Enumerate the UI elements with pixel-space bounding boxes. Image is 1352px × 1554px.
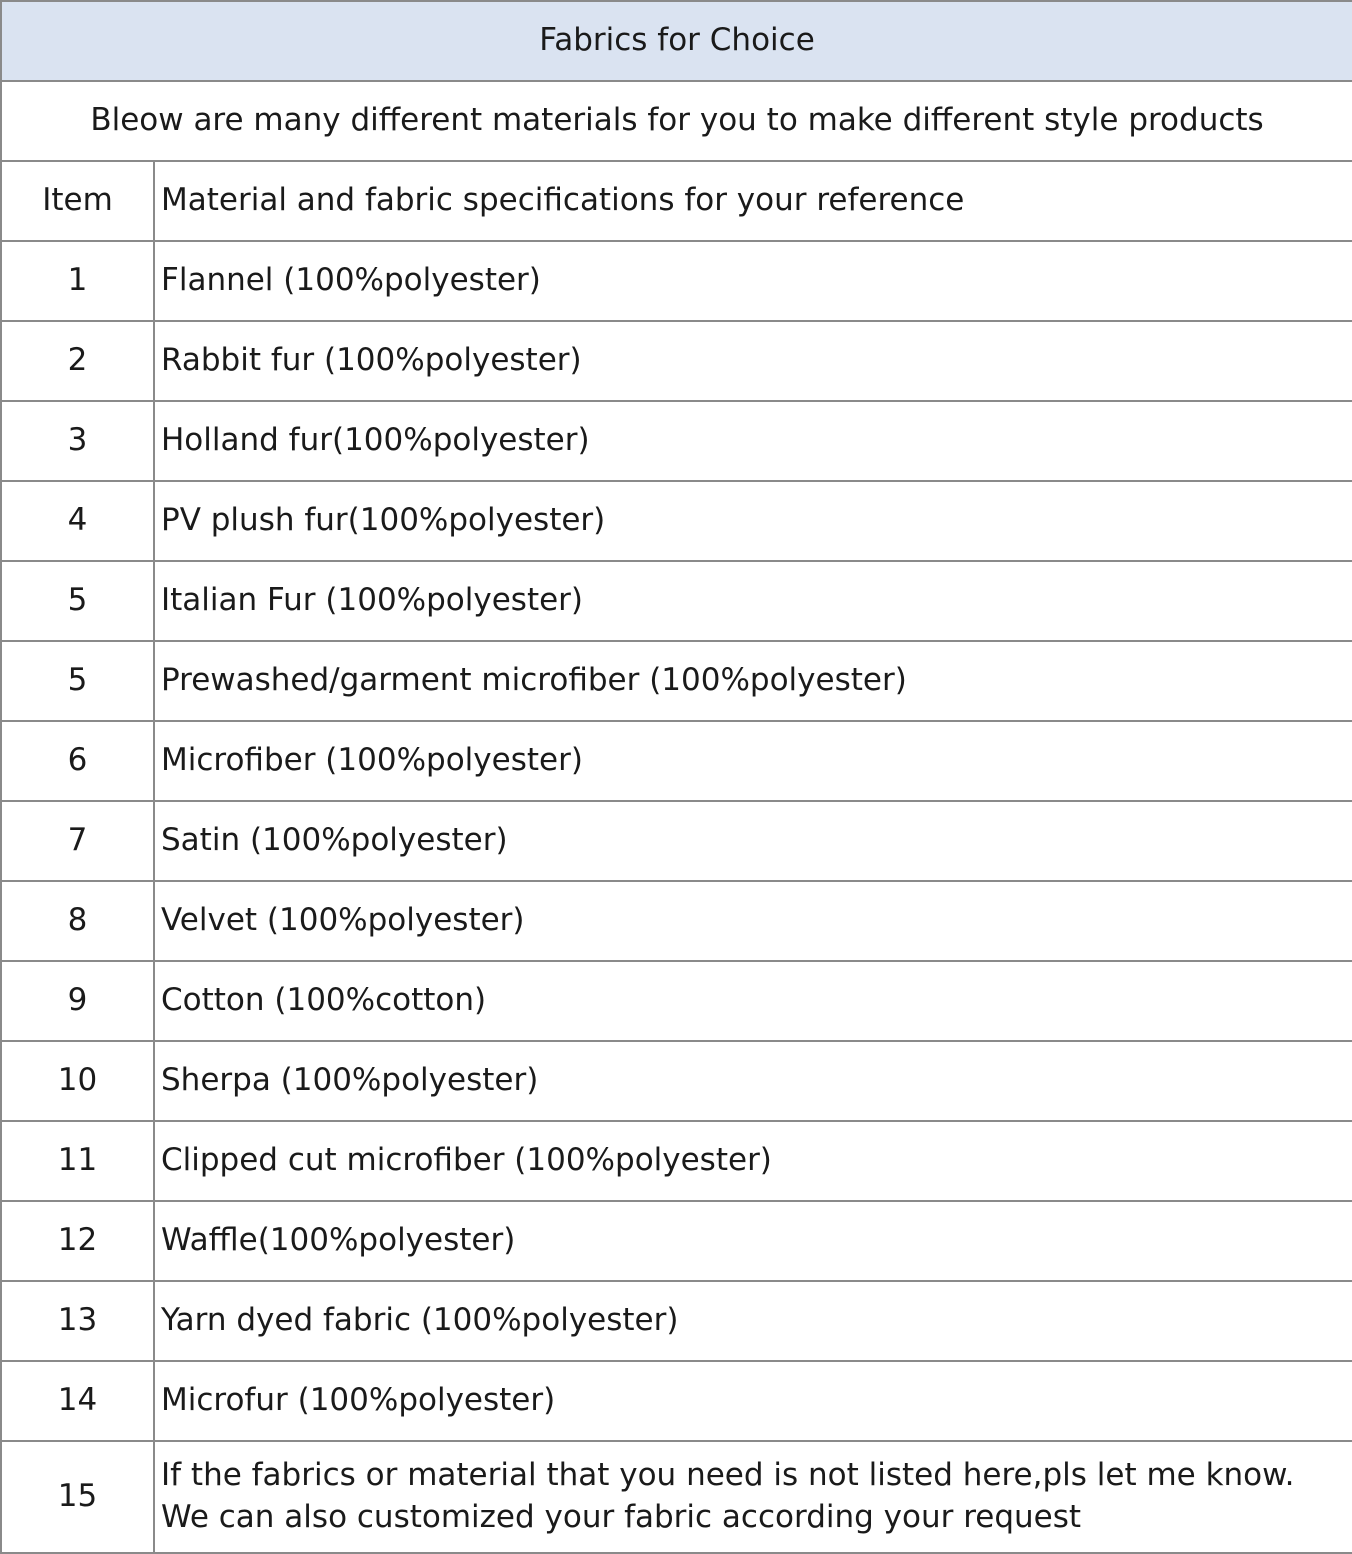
table-title: Fabrics for Choice — [1, 1, 1352, 81]
header-item: Item — [1, 161, 154, 241]
intro-row — [1, 81, 1352, 161]
item-number: 5 — [1, 641, 154, 721]
item-number: 13 — [1, 1281, 154, 1361]
item-number: 7 — [1, 801, 154, 881]
table-row — [1, 1201, 1352, 1281]
table-row — [1, 961, 1352, 1041]
fabric-spec: Velvet (100%polyester) — [154, 881, 1352, 961]
item-number: 12 — [1, 1201, 154, 1281]
note-line-2: We can also customized your fabric according your request — [161, 1499, 1082, 1535]
table-row — [1, 881, 1352, 961]
header-row — [1, 161, 1352, 241]
fabric-spec: Rabbit fur (100%polyester) — [154, 321, 1352, 401]
custom-request-note — [154, 1441, 1352, 1553]
item-number: 10 — [1, 1041, 154, 1121]
fabric-spec: Yarn dyed fabric (100%polyester) — [154, 1281, 1352, 1361]
fabric-spec: Clipped cut microfiber (100%polyester) — [154, 1121, 1352, 1201]
intro-text: Bleow are many different materials for you to make different style products — [1, 81, 1352, 161]
table-row — [1, 1121, 1352, 1201]
fabric-spec: Waffle(100%polyester) — [154, 1201, 1352, 1281]
table-row — [1, 721, 1352, 801]
fabric-spec: Satin (100%polyester) — [154, 801, 1352, 881]
note-line-1: If the fabrics or material that you need is not listed here,pls let me know. — [161, 1457, 1295, 1494]
item-number: 6 — [1, 721, 154, 801]
table-row — [1, 1041, 1352, 1121]
custom-request-row — [1, 1441, 1352, 1553]
fabric-spec: Cotton (100%cotton) — [154, 961, 1352, 1041]
item-number: 1 — [1, 241, 154, 321]
item-number: 9 — [1, 961, 154, 1041]
table-row — [1, 401, 1352, 481]
item-number: 8 — [1, 881, 154, 961]
table-row — [1, 321, 1352, 401]
table-row — [1, 561, 1352, 641]
item-number: 14 — [1, 1361, 154, 1441]
item-number: 15 — [1, 1441, 154, 1553]
item-number: 3 — [1, 401, 154, 481]
table-row — [1, 241, 1352, 321]
fabric-spec: Microfiber (100%polyester) — [154, 721, 1352, 801]
fabric-spec: Holland fur(100%polyester) — [154, 401, 1352, 481]
item-number: 4 — [1, 481, 154, 561]
fabric-spec: Flannel (100%polyester) — [154, 241, 1352, 321]
fabric-spec: Prewashed/garment microfiber (100%polyester) — [154, 641, 1352, 721]
table-row — [1, 801, 1352, 881]
item-number: 2 — [1, 321, 154, 401]
title-row — [1, 1, 1352, 81]
item-number: 5 — [1, 561, 154, 641]
table-body — [1, 1, 1352, 1553]
fabric-spec: Sherpa (100%polyester) — [154, 1041, 1352, 1121]
fabric-spec: PV plush fur(100%polyester) — [154, 481, 1352, 561]
header-spec: Material and fabric specifications for your reference — [154, 161, 1352, 241]
table-row — [1, 641, 1352, 721]
fabric-spec: Microfur (100%polyester) — [154, 1361, 1352, 1441]
table-row — [1, 1281, 1352, 1361]
table-row — [1, 1361, 1352, 1441]
item-number: 11 — [1, 1121, 154, 1201]
table-row — [1, 481, 1352, 561]
fabric-spec: Italian Fur (100%polyester) — [154, 561, 1352, 641]
